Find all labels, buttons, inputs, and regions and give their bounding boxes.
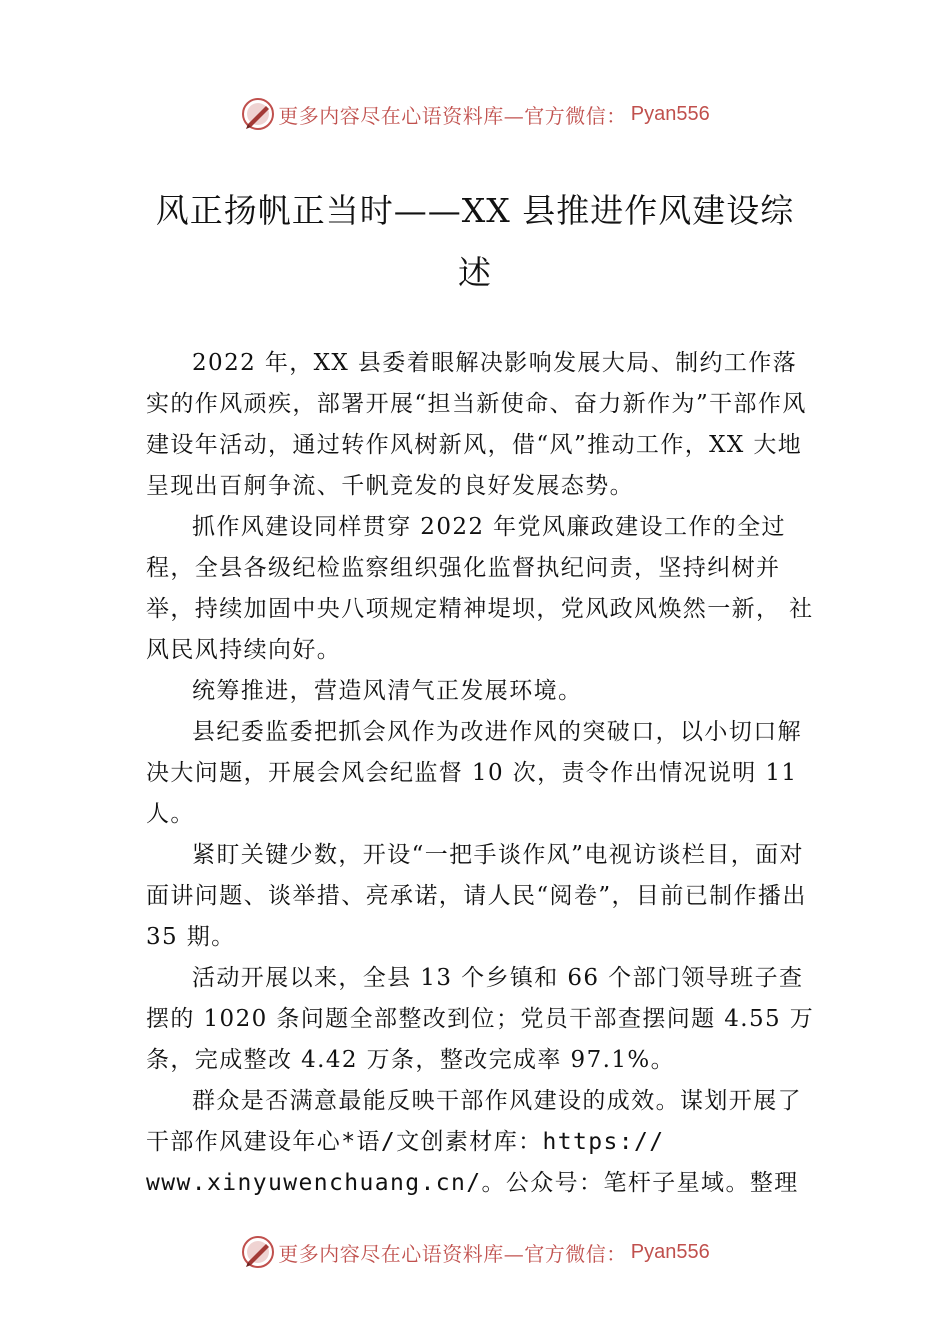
paragraph-last-line-1: 群众是否满意最能反映干部作风建设的成效。谋划开展了干部作风建设年心*语/文创素材库：https:// xyxy=(146,1088,802,1155)
document-body xyxy=(146,343,818,1204)
paragraph: 活动开展以来，全县 13 个乡镇和 66 个部门领导班子查摆的 1020 条问题全部整改到位；党员干部查摆问题 4.55 万条，完成整改 4.42 万条，整改完成率 97.1%。 xyxy=(146,965,815,1073)
watermark-wechat-id: Pyan556 xyxy=(630,1240,710,1263)
document-title xyxy=(110,180,840,304)
watermark-text: 更多内容尽在心语资料库—官方微信： xyxy=(278,103,627,128)
footer-watermark xyxy=(0,1232,950,1272)
title-line-1: 风正扬帆正当时——XX 县推进作风建设综 xyxy=(155,191,795,230)
pen-logo-icon xyxy=(240,96,276,132)
pen-logo-icon xyxy=(240,1234,276,1270)
watermark-text: 更多内容尽在心语资料库—官方微信： xyxy=(278,1241,627,1266)
paragraph: 统筹推进，营造风清气正发展环境。 xyxy=(192,678,583,704)
paragraph: 县纪委监委把抓会风作为改进作风的突破口，以小切口解决大问题，开展会风会纪监督 10 次，责令作出情况说明 11 人。 xyxy=(146,719,802,827)
paragraph: 抓作风建设同样贯穿 2022 年党风廉政建设工作的全过程，全县各级纪检监察组织强化监督执纪问责，坚持纠树并举，持续加固中央八项规定精神堤坝，党风政风焕然一新， 社风民风持续向好。 xyxy=(146,514,814,663)
header-watermark xyxy=(0,94,950,134)
title-line-2: 述 xyxy=(458,253,492,292)
watermark-wechat-id: Pyan556 xyxy=(630,102,710,125)
paragraph: 2022 年，XX 县委着眼解决影响发展大局、制约工作落实的作风顽疾，部署开展“担当新使命、奋力新作为”干部作风建设年活动，通过转作风树新风，借“风”推动工作，XX 大地呈现出百舸争流、千帆竞发的良好发展态势。 xyxy=(146,350,807,499)
paragraph-last xyxy=(146,1081,818,1204)
paragraph: 紧盯关键少数，开设“一把手谈作风”电视访谈栏目，面对面讲问题、谈举措、亮承诺，请人民“阅卷”，目前已制作播出 35 期。 xyxy=(146,842,807,950)
paragraph-last-line-2: www.xinyuwenchuang.cn/。公众号：笔杆子星域。整理 xyxy=(146,1170,799,1196)
